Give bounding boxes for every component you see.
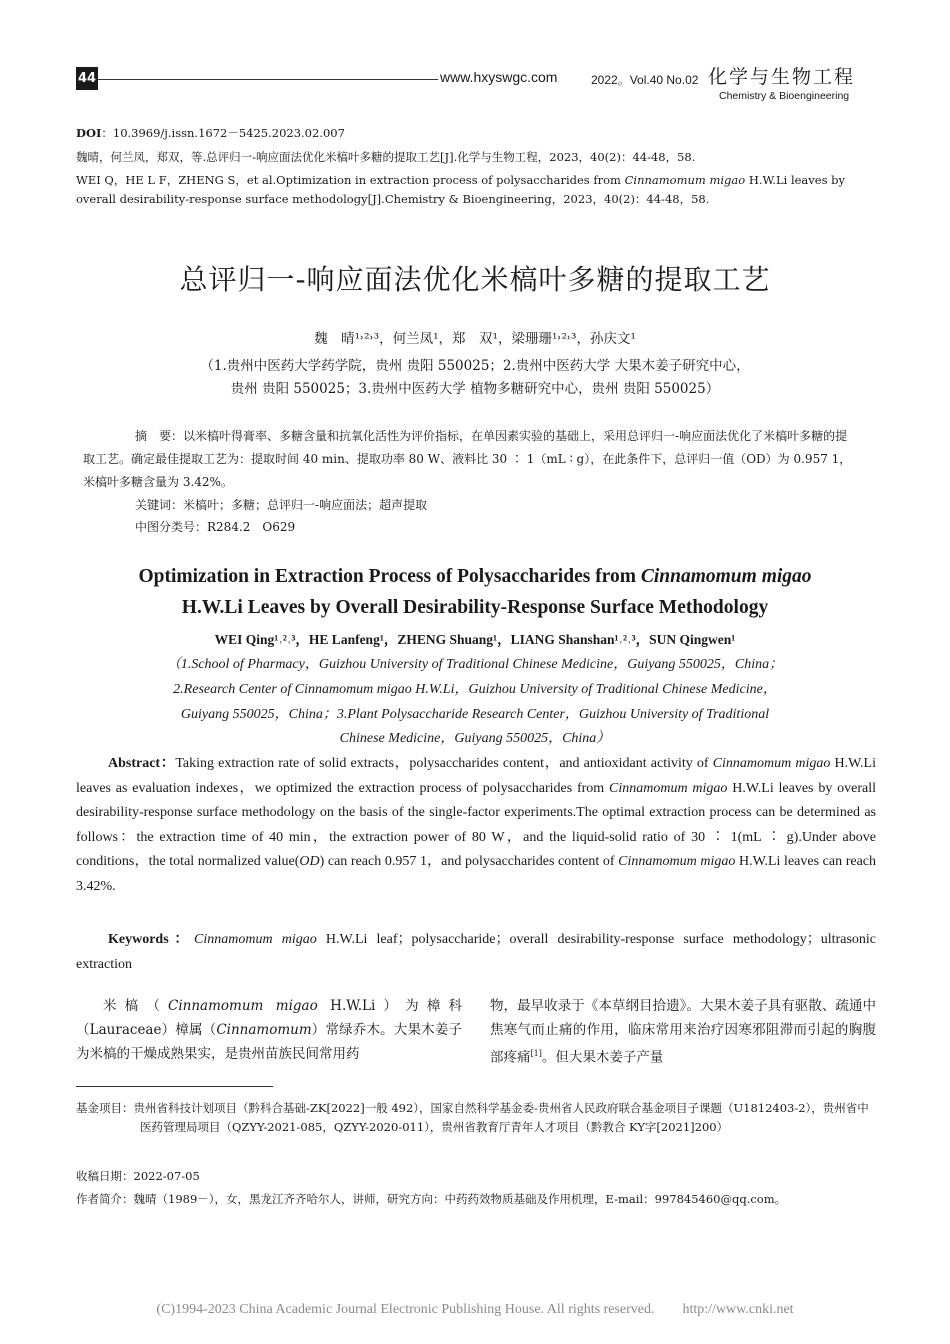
paper-title-en [0, 566, 950, 588]
citation-en-species: Cinnamomum migao [624, 173, 746, 187]
abstract-en-text: H.W.Li leaves can reach 3.42%. [76, 854, 877, 894]
classification [135, 516, 905, 539]
paper-title-en-line2: H.W.Li Leaves by Overall Desirability-Response Surface Methodology [181, 597, 769, 618]
doi-value[interactable]: ：10.3969/j.issn.1672－5425.2023.02.007 [101, 126, 345, 140]
abstract-en-text: H.W.Li leaves as evaluation indexes，we optimized the extraction process of polysaccharides from [76, 756, 877, 796]
keywords-en [76, 928, 876, 977]
abstract-cn-label: 摘 要： [135, 429, 184, 443]
abstract-en-od: OD [299, 854, 320, 870]
body-text: 米槁（ [103, 998, 168, 1014]
abstract-cn [83, 425, 853, 494]
abstract-en-label: Abstract： [108, 756, 176, 771]
keywords-en-species: Cinnamomum migao [194, 932, 317, 947]
citation-en-part: overall desirability-response surface methodology[J].Chemistry & Bioengineering，2023，40(2)：44-48，58. [76, 192, 710, 206]
affiliation-cn-line: 贵州 贵阳 550025；3.贵州中医药大学 植物多糖研究中心，贵州 贵阳 550025） [230, 381, 720, 397]
funding-text: 贵州省科技计划项目（黔科合基础-ZK[2022]一般 492），国家自然科学基金委-贵州省人民政府联合基金项目子课题（U1812403-2），贵州省中医药管理局项目（QZYY-2021-085，QZYY-2020-011），贵州省教育厅青年人才项目（黔教合 KY字[2021]200） [133, 1101, 869, 1134]
body-text: 。但大果木姜子产量 [541, 1049, 664, 1066]
keywords-cn [135, 494, 905, 517]
body-text: ）常绿乔木。大果木姜子为米槁的干燥成熟果实，是贵州苗族民间常用药 [76, 1022, 462, 1062]
received-date: 2022-07-05 [133, 1169, 200, 1183]
classification-value: R284.2 O629 [207, 520, 296, 534]
keywords-cn-text: 米槁叶；多糖；总评归一-响应面法；超声提取 [183, 498, 428, 512]
abstract-en-text: Taking extraction rate of solid extracts，polysaccharides content，and antioxidant activity of [175, 756, 713, 771]
affiliation-en-line: Chinese Medicine，Guiyang 550025，China） [339, 731, 611, 746]
abstract-en-species: Cinnamomum migao [712, 756, 831, 771]
footnote-author [76, 1190, 876, 1209]
body-column-left [76, 994, 462, 1066]
classification-label: 中图分类号： [135, 520, 208, 534]
keywords-en-text: H.W.Li leaf；polysaccharide；overall desirability-response surface methodology；ultrasonic extraction [76, 932, 876, 972]
affiliation-en-line: （1.School of Pharmacy，Guizhou University of Traditional Chinese Medicine，Guiyang 550025，China； [166, 657, 784, 672]
body-text: 物，最早收录于《本草纲目拾遗》。大果木姜子具有驱散、疏通中焦寒气而止痛的作用，临床常用来治疗因寒邪阻滞而引起的胸腹部疼痛 [490, 998, 876, 1066]
abstract-en-species: Cinnamomum migao [609, 780, 728, 796]
footnote-received [76, 1167, 876, 1186]
journal-title-en: Chemistry & Bioengineering [719, 90, 850, 102]
journal-website[interactable]: www.hxyswgc.com [440, 69, 558, 85]
journal-title-cn: 化学与生物工程 [708, 66, 856, 88]
received-label: 收稿日期： [76, 1169, 134, 1183]
footnote-funding [76, 1099, 876, 1137]
title-en-part: Optimization in Extraction Process of Polysaccharides from [138, 566, 641, 587]
footnote-rule [76, 1086, 273, 1087]
abstract-en [76, 752, 876, 900]
author-bio-label: 作者简介： [76, 1192, 134, 1206]
abstract-en-species: Cinnamomum migao [618, 854, 736, 870]
authors-en: WEI Qing¹˒²˒³，HE Lanfeng¹，ZHENG Shuang¹，LIANG Shanshan¹˒²˒³，SUN Qingwen¹ [214, 632, 736, 647]
body-text: H.W.Li）为樟科（Lauraceae）樟属（ [76, 998, 462, 1038]
doi-line [76, 124, 876, 143]
title-en-species: Cinnamomum migao [640, 566, 812, 587]
citation-en-part: H.W.Li leaves by [745, 173, 846, 187]
abstract-en-text: H.W.Li leaves by overall desirability-response surface methodology on the basis of the single-factor experiments.The optimal extraction process can be determined as follows：the extraction time of 40 min，the extraction power of 80 W，and the liquid-solid ratio of 30 ∶ 1(mL ∶ g).Under above conditions，the total normalized value( [76, 780, 877, 870]
body-species: Cinnamomum migao [168, 998, 318, 1014]
reference-marker[interactable]: [1] [530, 1049, 542, 1058]
citation-en [76, 171, 876, 209]
copyright-notice: (C)1994-2023 China Academic Journal Electronic Publishing House. All rights reserved. http://www.cnki.net [156, 1302, 794, 1317]
journal-issue: 2022。Vol.40 No.02 [591, 73, 699, 87]
doi-label: DOI [76, 126, 102, 140]
affiliation-en-line: 2.Research Center of Cinnamomum migao H.W.Li，Guizhou University of Traditional Chinese Medicine， [173, 682, 777, 697]
keywords-en-label: Keywords： [108, 932, 194, 947]
authors-cn: 魏 晴¹˒²˒³，何兰凤¹，郑 双¹，梁珊珊¹˒²˒³，孙庆文¹ [314, 331, 636, 347]
page-number: 44 [76, 67, 98, 90]
header-rule [98, 79, 438, 80]
paper-title-cn: 总评归一-响应面法优化米槁叶多糖的提取工艺 [179, 263, 771, 296]
citation-en-part: WEI Q，HE L F，ZHENG S，et al.Optimization in extraction process of polysaccharides from [76, 173, 625, 187]
abstract-en-text: ) can reach 0.957 1，and polysaccharides content of [319, 854, 619, 870]
keywords-cn-label: 关键词： [135, 498, 184, 512]
affiliation-cn-line: （1.贵州中医药大学药学院，贵州 贵阳 550025；2.贵州中医药大学 大果木姜子研究中心， [200, 358, 750, 374]
body-column-right [490, 994, 876, 1070]
citation-cn: 魏晴，何兰凤，郑双，等.总评归一-响应面法优化米槁叶多糖的提取工艺[J].化学与生物工程，2023，40(2)：44-48，58. [76, 150, 696, 164]
abstract-cn-text: 以米槁叶得膏率、多糖含量和抗氧化活性为评价指标，在单因素实验的基础上，采用总评归一-响应面法优化了米槁叶多糖的提取工艺。确定最佳提取工艺为：提取时间 40 min、提取功率 80 W、液料比 30 ∶ 1（mL ∶ g），在此条件下，总评归一值（OD）为 0.957 1，米槁叶多糖含量为 3.42%。 [83, 429, 852, 489]
author-bio-text: 魏晴（1989－），女，黑龙江齐齐哈尔人，讲师，研究方向：中药药效物质基础及作用机理，E-mail：997845460@qq.com。 [133, 1192, 787, 1206]
body-genus: Cinnamomum [216, 1022, 312, 1038]
funding-label: 基金项目： [76, 1101, 134, 1115]
affiliation-en-line: Guiyang 550025，China；3.Plant Polysaccharide Research Center，Guizhou University of Traditional [180, 707, 770, 722]
